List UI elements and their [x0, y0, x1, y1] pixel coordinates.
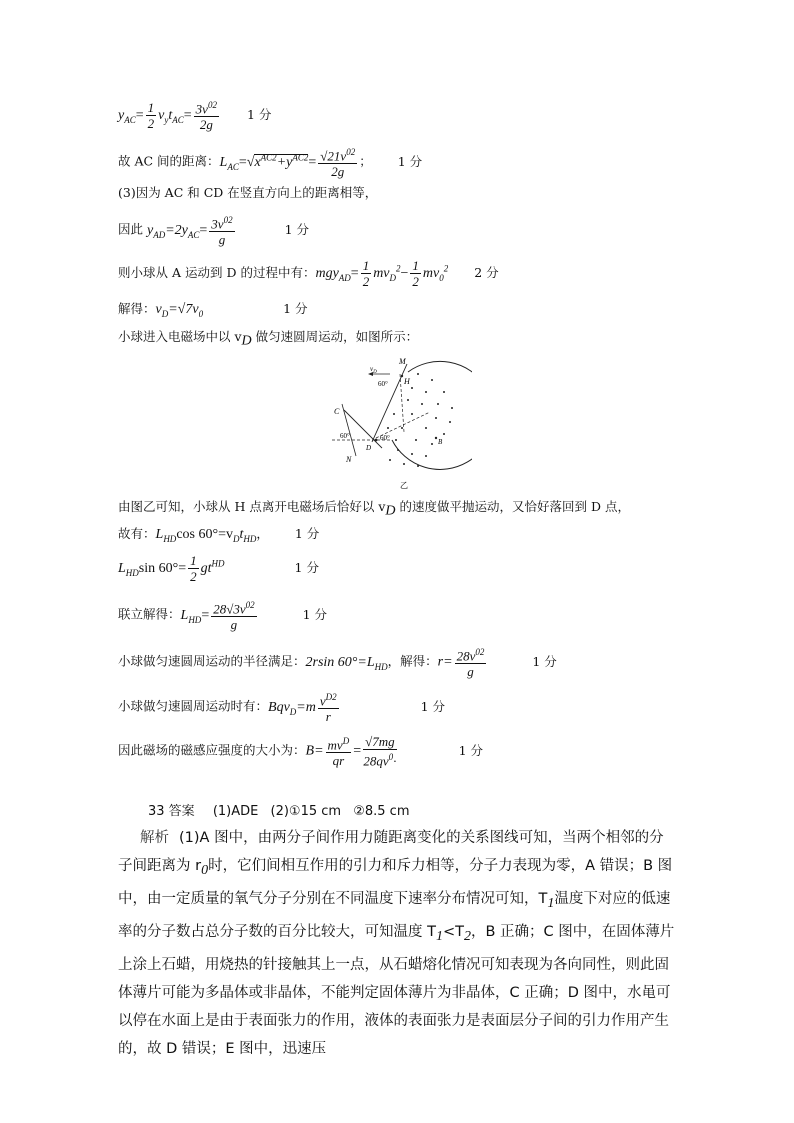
analysis-tag: 解析	[140, 830, 169, 846]
score-mark: 1 分	[246, 106, 272, 122]
figure-svg	[332, 352, 472, 492]
label-c: C	[334, 407, 340, 416]
label-60-left: 60°	[340, 432, 350, 440]
score-mark: 1 分	[532, 653, 557, 669]
score-mark: 1 分	[283, 301, 308, 316]
circular-motion-figure	[332, 352, 472, 496]
label-60-mid: 60°	[380, 434, 390, 442]
score-mark: 1 分	[302, 606, 328, 622]
equation-lhd: 联立解得：$L_{HD}=$ $\frac{28√3v^{02}}{g}$ 1 分	[118, 600, 328, 633]
label-vd: $v_D$	[370, 365, 377, 375]
equation-b: 因此磁场的磁感应强度的大小为：B= $\frac{mv^D}{qr}$ = $\frac{√7mg}{28qv^0\cdot}$ 1 分	[118, 734, 484, 769]
equation-sin: $L_{HD}\sin$ 60°= $\frac{1}{2}$ $gt^{HD}$ 1 分	[118, 553, 319, 584]
answer-head: 33 答案	[148, 804, 195, 819]
answer-line	[148, 800, 410, 819]
text-line-8: 由图乙可知，小球从 H 点离开电磁场后恰好以 $v_D$ 的速度做平抛运动，又恰好落回到 D 点，	[118, 499, 630, 519]
line-cd	[342, 404, 356, 456]
point-h	[401, 375, 403, 377]
score-mark: 1 分	[397, 153, 423, 169]
score-mark: 1 分	[458, 742, 484, 758]
point-b	[435, 437, 437, 439]
answer-part3: ②8.5 cm	[353, 804, 410, 819]
score-mark: 1 分	[420, 698, 446, 714]
analysis-paragraph: 解析 (1)A 图中，由两分子间作用力随距离变化的关系图线可知，当两个相邻的分子间距离为 $r_0$时，它们间相互作用的引力和斥力相等，分子力表现为零，A 错误；B 图中，由一定质量的氧气分子分别在不同温度下速率分布情况可知，$T_1$温度下对应的低速率的分子数占总分子数的百分比较大，可知温度 $T_1<T_2$，B 正确；C 图中，在固体薄片上涂上石蜡，用烧热的针接触其上一点，从石蜡熔化情况可知表现为各向同性，则此固体薄片可能为多晶体或非晶体，不能判定固体薄片为非晶体，C 正确；D 图中，水黾可以停在水面上是由于表面张力的作用，液体的表面张力是表面层分子间的引力作用产生的，故 D 错误；E 图中，迅速压	[118, 830, 675, 1057]
equation-y-ad: 因此 $y_{AD}=2y_{AC}=$ $\frac{3v^{02}}{g}$ 1 分	[118, 215, 310, 248]
text-line-7: 小球进入电磁场中以 $v_D$ 做匀速圆周运动，如图所示：	[118, 329, 419, 349]
text-line-3: (3)因为 AC 和 CD 在竖直方向上的距离相等，	[118, 185, 378, 200]
label-60-top: 60°	[378, 380, 388, 388]
answer-part2: (2)①15 cm	[270, 804, 342, 819]
score-mark: 1 分	[294, 560, 319, 575]
label-n: N	[346, 455, 352, 464]
equation-vd: 解得：$v_D=√7v_0$ 1 分	[118, 301, 308, 319]
label-yi: 乙	[400, 481, 408, 490]
score-mark: 1 分	[284, 221, 310, 237]
label-h: H	[404, 377, 410, 386]
score-mark: 2 分	[474, 265, 499, 280]
answer-part1: (1)ADE	[212, 804, 259, 819]
equation-radius: 小球做匀速圆周运动的半径满足：2rsin $60^\circ=L_{HD}$，解得：r= $\frac{28v^{02}}{g}$ 1 分	[118, 647, 557, 680]
label-d: D	[366, 444, 372, 452]
label-b: B	[438, 438, 443, 446]
equation-energy: 则小球从 A 运动到 D 的过程中有：mgy$_{AD}$= $\frac{1}{2}$ $mv_D^2-$ $\frac{1}{2}$ $mv_0^2$ 2 分	[118, 258, 499, 289]
point-d	[375, 439, 378, 442]
score-mark: 1 分	[294, 526, 320, 541]
equation-cos: 故有：$L_{HD}\cos$ $60^\circ=v_Dt_{HD}$， 1 分	[118, 526, 320, 544]
equation-y-ac: $y_{AC}=$ $\frac{1}{2}$ $v_yt_{AC}=$ $\frac{3v^{02}}{2g}$ 1 分	[118, 99, 272, 133]
equation-lorentz: 小球做匀速圆周运动时有：Bqv$_D$=m $\frac{v^{D2}}{r}$ 1 分	[118, 692, 446, 725]
label-m: M	[399, 357, 406, 366]
line-cn	[344, 410, 382, 448]
equation-l-ac: 故 AC 间的距离：$L_{AC}=√x^{AC2}+y^{AC2}=$ $\frac{√21v^{02}}{2g}$ ； 1 分	[118, 147, 423, 180]
